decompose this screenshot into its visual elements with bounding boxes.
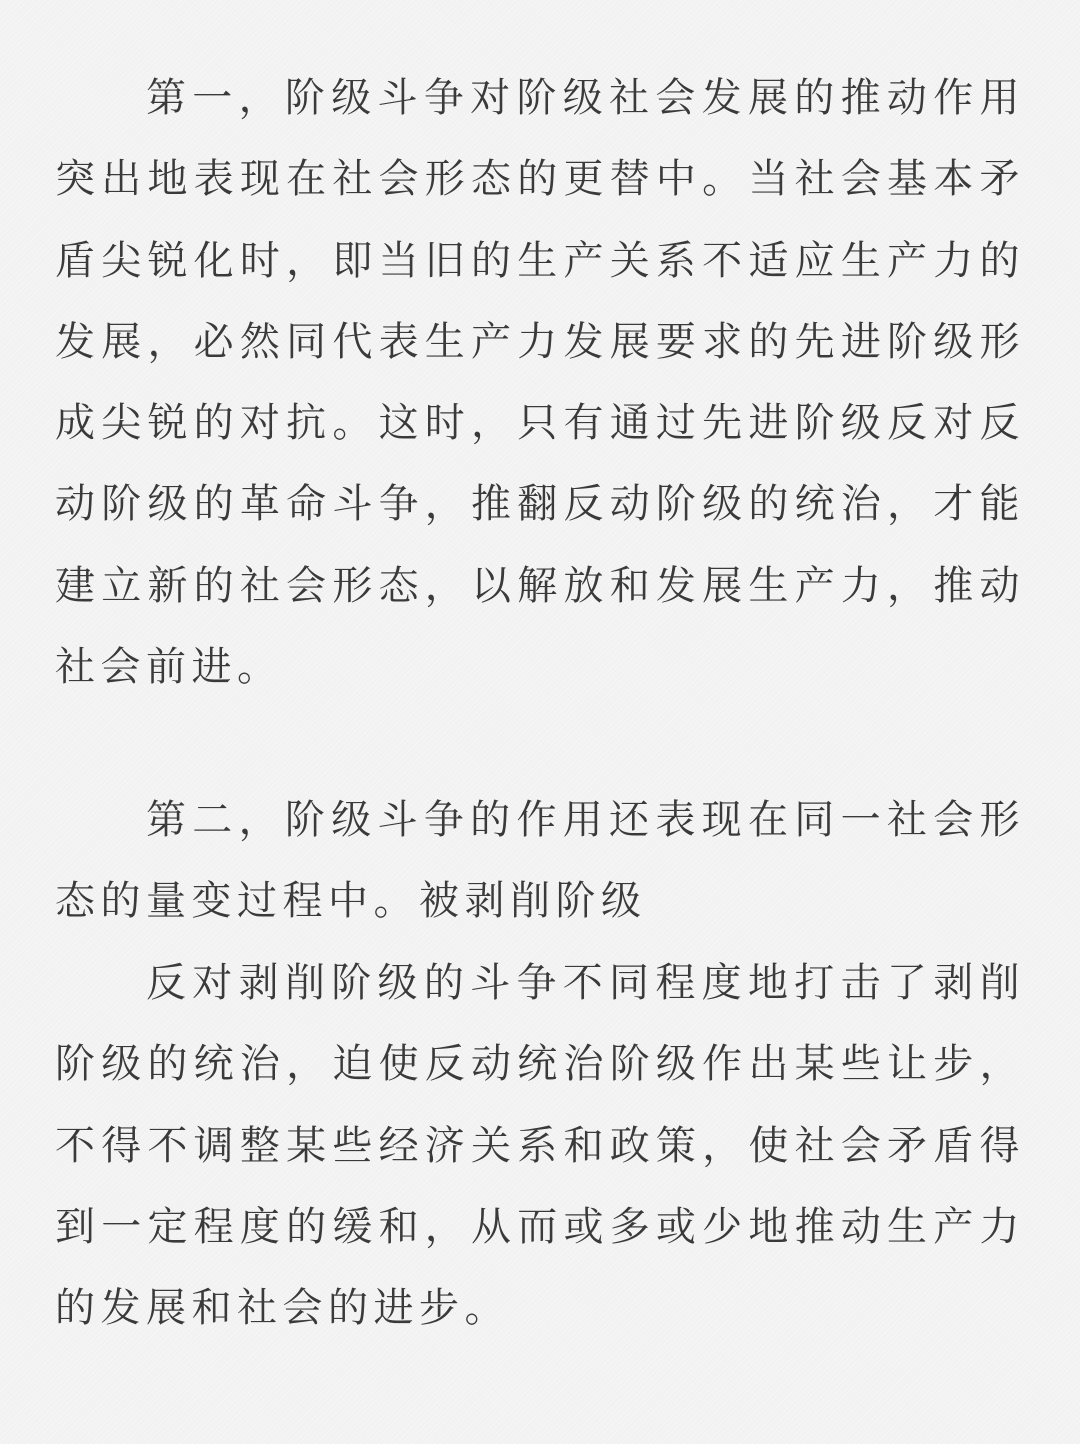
paragraph-class-struggle-first-point: 第一，阶级斗争对阶级社会发展的推动作用突出地表现在社会形态的更替中。当社会基本矛盾尖锐化时，即当旧的生产关系不适应生产力的发展，必然同代表生产力发展要求的先进阶级形成尖锐的对抗。这时，只有通过先进阶级反对反动阶级的革命斗争，推翻反动阶级的统治，才能建立新的社会形态，以解放和发展生产力，推动社会前进。: [55, 75, 1025, 691]
paragraph-class-struggle-second-point: 第二，阶级斗争的作用还表现在同一社会形态的量变过程中。被剥削阶级: [55, 797, 1025, 925]
paragraph-second-point-continued: 反对剥削阶级的斗争不同程度地打击了剥削阶级的统治，迫使反动统治阶级作出某些让步，不得不调整某些经济关系和政策，使社会矛盾得到一定程度的缓和，从而或多或少地推动生产力的发展和社会的进步。: [55, 960, 1025, 1332]
